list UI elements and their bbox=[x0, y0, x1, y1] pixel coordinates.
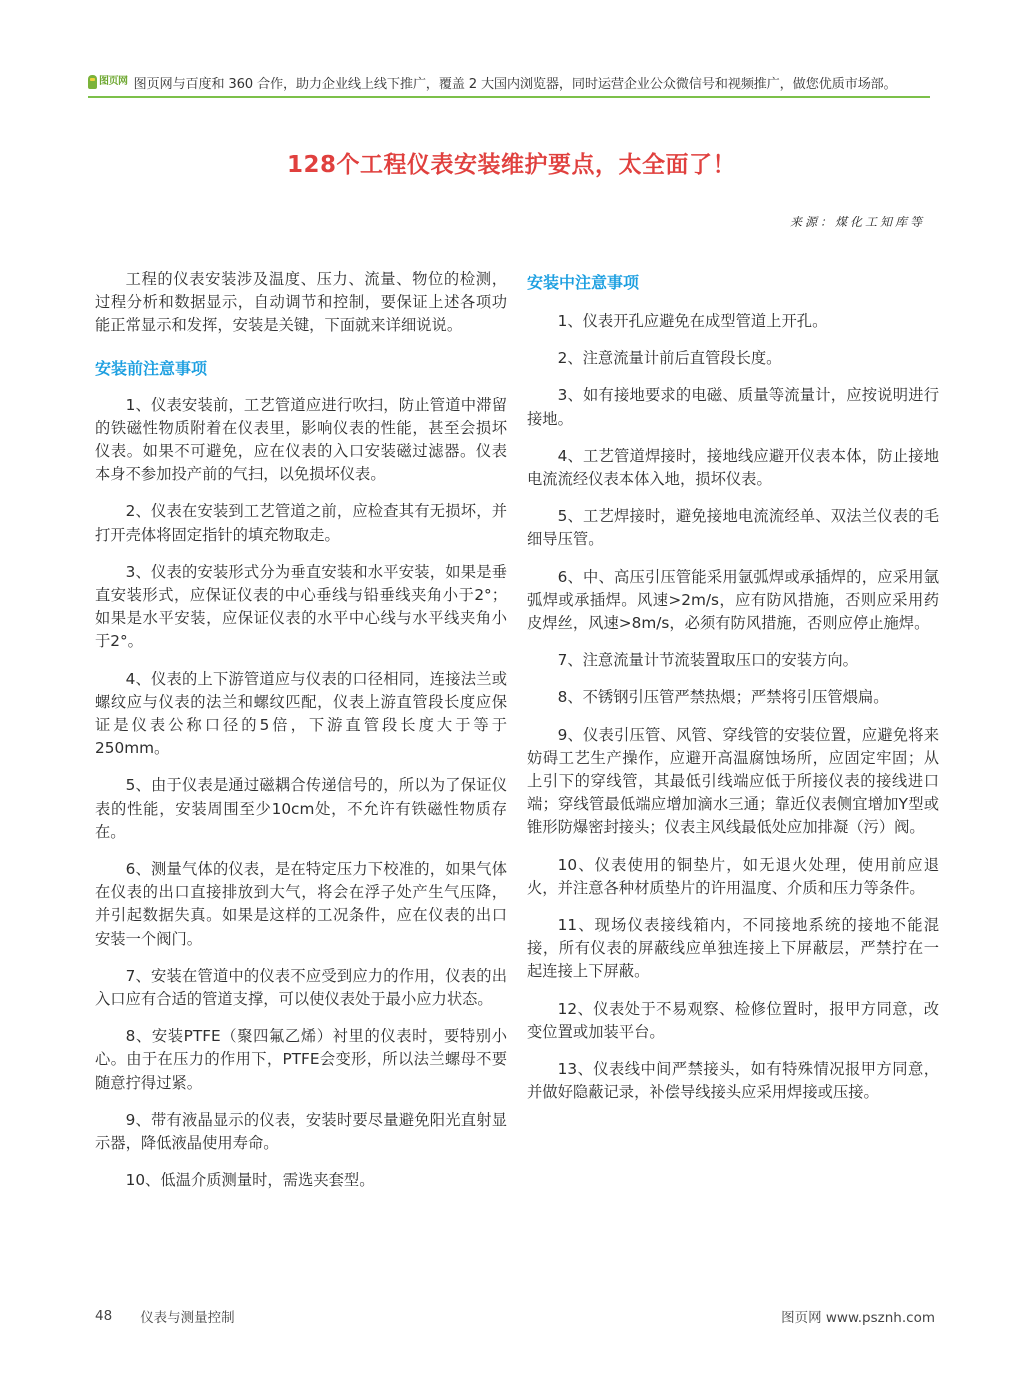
site-logo[interactable] bbox=[88, 73, 128, 91]
list-item: 4、仪表的上下游管道应与仪表的口径相同，连接法兰或螺纹应与仪表的法兰和螺纹匹配，仪表上游直管段长度应保证是仪表公称口径的5倍，下游直管段长度大于等于250mm。 bbox=[95, 669, 507, 758]
list-item: 8、不锈钢引压管严禁热煨；严禁将引压管煨扁。 bbox=[557, 688, 889, 707]
logo-icon bbox=[88, 75, 97, 89]
list-item: 1、仪表安装前，工艺管道应进行吹扫，防止管道中滞留的铁磁性物质附着在仪表里，影响仪表的性能，甚至会损坏仪表。如果不可避免，应在仪表的入口安装磁过滤器。仪表本身不参加投产前的气扫，以免损坏仪表。 bbox=[95, 395, 507, 484]
section-heading-during-install: 安装中注意事项 bbox=[527, 273, 640, 292]
section-heading-before-install: 安装前注意事项 bbox=[95, 358, 208, 378]
list-item: 10、低温介质测量时，需选夹套型。 bbox=[125, 1171, 375, 1190]
list-item: 7、安装在管道中的仪表不应受到应力的作用，仪表的出入口应有合适的管道支撑，可以使仪表处于最小应力状态。 bbox=[95, 966, 507, 1009]
list-item: 7、注意流量计节流装置取压口的安装方向。 bbox=[557, 651, 858, 670]
list-item: 5、由于仪表是通过磁耦合传递信号的，所以为了保证仪表的性能，安装周围至少10cm处，不允许有铁磁性物质存在。 bbox=[95, 776, 507, 841]
list-item: 2、仪表在安装到工艺管道之前，应检查其有无损坏，并打开壳体将固定指针的填充物取走。 bbox=[95, 502, 507, 544]
magazine-name: 仪表与测量控制 bbox=[140, 1310, 235, 1326]
right-column bbox=[527, 272, 939, 1118]
article-source: 来源：煤化工知库等 bbox=[789, 215, 925, 229]
list-item: 9、仪表引压管、风管、穿线管的安装位置，应避免将来妨碍工艺生产操作，应避开高温腐蚀场所，应固定牢固；从上引下的穿线管，其最低引线端应低于所接仪表的接线进口端；穿线管最低端应增加滴水三通；靠近仪表侧宜增加Y型或锥形防爆密封接头；仪表主风线最低处应加排凝（污）阀。 bbox=[527, 725, 939, 837]
logo-text: 图页网 bbox=[99, 76, 128, 87]
list-item: 6、中、高压引压管能采用氩弧焊或承插焊的，应采用氩弧焊或承插焊。风速>2m/s，应有防风措施，否则应采用药皮焊丝，风速>8m/s，必须有防风措施，否则应停止施焊。 bbox=[527, 567, 939, 633]
article-title: 128个工程仪表安装维护要点，太全面了！ bbox=[286, 152, 736, 178]
banner-text: 图页网与百度和 360 合作，助力企业线上线下推广，覆盖 2 大国内浏览器，同时运营企业公众微信号和视频推广，做您优质市场部。 bbox=[133, 76, 897, 92]
list-item: 2、注意流量计前后直管段长度。 bbox=[557, 349, 782, 368]
page-footer bbox=[95, 1305, 935, 1327]
list-item: 12、仪表处于不易观察、检修位置时，报甲方同意，改变位置或加装平台。 bbox=[527, 999, 939, 1041]
list-item: 6、测量气体的仪表，是在特定压力下校准的，如果气体在仪表的出口直接排放到大气，将会在浮子处产生气压降，并引起数据失真。如果是这样的工况条件，应在仪表的出口安装一个阀门。 bbox=[95, 860, 507, 948]
header-banner bbox=[88, 70, 930, 94]
list-item: 4、工艺管道焊接时，接地线应避开仪表本体，防止接地电流流经仪表本体入地，损坏仪表。 bbox=[527, 446, 939, 489]
list-item: 10、仪表使用的铜垫片，如无退火处理，使用前应退火，并注意各种材质垫片的许用温度、介质和压力等条件。 bbox=[527, 855, 939, 897]
list-item: 1、仪表开孔应避免在成型管道上开孔。 bbox=[557, 312, 828, 330]
list-item: 9、带有液晶显示的仪表，安装时要尽量避免阳光直射显示器，降低液晶使用寿命。 bbox=[95, 1110, 507, 1153]
list-item: 5、工艺焊接时，避免接地电流流经单、双法兰仪表的毛细导压管。 bbox=[527, 507, 939, 549]
list-item: 11、现场仪表接线箱内，不同接地系统的接地不能混接，所有仪表的屏蔽线应单独连接上下屏蔽层，严禁拧在一起连接上下屏蔽。 bbox=[527, 916, 939, 981]
intro-paragraph: 工程的仪表安装涉及温度、压力、流量、物位的检测，过程分析和数据显示，自动调节和控制，要保证上述各项功能正常显示和发挥，安装是关键，下面就来详细说说。 bbox=[95, 270, 507, 335]
site-link[interactable]: 图页网 www.psznh.com bbox=[781, 1310, 935, 1326]
header-divider bbox=[88, 96, 930, 98]
list-item: 13、仪表线中间严禁接头，如有特殊情况报甲方同意，并做好隐蔽记录，补偿导线接头应采用焊接或压接。 bbox=[527, 1060, 939, 1102]
page-number: 48 bbox=[95, 1308, 113, 1324]
list-item: 3、仪表的安装形式分为垂直安装和水平安装，如果是垂直安装形式，应保证仪表的中心垂线与铅垂线夹角小于2°；如果是水平安装，应保证仪表的水平中心线与水平线夹角小于2°。 bbox=[95, 562, 507, 651]
list-item: 8、安装PTFE（聚四氟乙烯）衬里的仪表时，要特别小心。由于在压力的作用下，PTFE会变形，所以法兰螺母不要随意拧得过紧。 bbox=[95, 1027, 507, 1092]
list-item: 3、如有接地要求的电磁、质量等流量计，应按说明进行接地。 bbox=[527, 386, 939, 428]
left-column bbox=[95, 268, 507, 1207]
